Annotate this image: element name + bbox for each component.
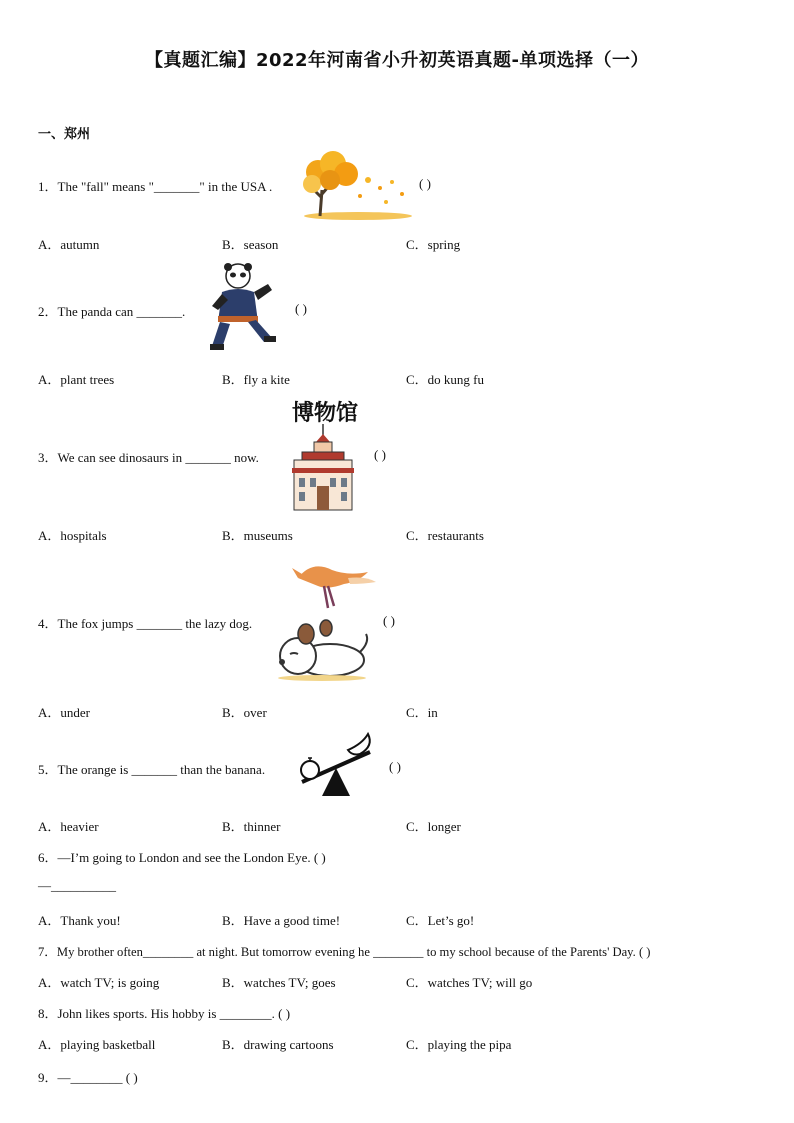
page-title: 【真题汇编】2022年河南省小升初英语真题-单项选择（一）: [144, 50, 650, 71]
question-4-option-a[interactable]: A．under: [38, 705, 90, 720]
autumn-tree-image: [298, 150, 414, 222]
question-5-stem: 5．The orange is _______ than the banana.: [38, 762, 266, 777]
kung-fu-panda-image: [208, 262, 284, 354]
question-1-option-c[interactable]: C．spring: [406, 237, 461, 252]
question-1-option-b[interactable]: B．season: [222, 237, 279, 252]
question-5-option-b[interactable]: B．thinner: [222, 819, 281, 834]
section-heading: 一、郑州: [38, 127, 91, 142]
question-4-stem: 4．The fox jumps _______ the lazy dog.: [38, 616, 253, 631]
question-6-stem: 6．—I’m going to London and see the London Eye. ( ): [38, 850, 326, 865]
question-3-option-b[interactable]: B．museums: [222, 528, 293, 543]
question-9-stem: 9．—________ ( ): [38, 1070, 138, 1085]
museum-building-image: [288, 424, 358, 512]
question-6-option-a[interactable]: A．Thank you!: [38, 913, 121, 928]
question-8-option-a[interactable]: A．playing basketball: [38, 1037, 156, 1052]
question-6-option-c[interactable]: C．Let’s go!: [406, 913, 475, 928]
question-4-option-b[interactable]: B．over: [222, 705, 267, 720]
seesaw-orange-banana-image: [294, 730, 378, 800]
question-1-paren: ( ): [419, 176, 431, 191]
museum-sign-text: 博物馆: [292, 401, 359, 426]
question-1-option-a[interactable]: A．autumn: [38, 237, 100, 252]
question-5-option-a[interactable]: A．heavier: [38, 819, 99, 834]
question-5-paren: ( ): [389, 759, 401, 774]
question-2-paren: ( ): [295, 301, 307, 316]
question-2-stem: 2．The panda can _______.: [38, 304, 186, 319]
question-1-stem: 1．The "fall" means "_______" in the USA .: [38, 179, 273, 194]
question-7-option-a[interactable]: A．watch TV; is going: [38, 975, 160, 990]
question-7-option-b[interactable]: B．watches TV; goes: [222, 975, 336, 990]
question-3-paren: ( ): [374, 447, 386, 462]
question-8-option-c[interactable]: C．playing the pipa: [406, 1037, 512, 1052]
question-8-option-b[interactable]: B．drawing cartoons: [222, 1037, 334, 1052]
question-4-paren: ( ): [383, 613, 395, 628]
question-2-option-b[interactable]: B．fly a kite: [222, 372, 290, 387]
question-7-stem: 7．My brother often________ at night. But tomorrow evening he ________ to my school because of the Parents' Day. ( ): [38, 945, 651, 959]
question-2-option-a[interactable]: A．plant trees: [38, 372, 115, 387]
question-3-stem: 3．We can see dinosaurs in _______ now.: [38, 450, 259, 465]
fox-image: [288, 556, 378, 612]
question-4-option-c[interactable]: C．in: [406, 705, 438, 720]
question-3-option-a[interactable]: A．hospitals: [38, 528, 107, 543]
question-6-option-b[interactable]: B．Have a good time!: [222, 913, 341, 928]
lazy-dog-image: [270, 612, 374, 684]
question-5-option-c[interactable]: C．longer: [406, 819, 461, 834]
question-2-option-c[interactable]: C．do kung fu: [406, 372, 485, 387]
question-7-option-c[interactable]: C．watches TV; will go: [406, 975, 533, 990]
question-8-stem: 8．John likes sports. His hobby is ________. ( ): [38, 1006, 291, 1021]
question-6-answer-line[interactable]: —__________: [38, 878, 116, 893]
question-3-option-c[interactable]: C．restaurants: [406, 528, 484, 543]
